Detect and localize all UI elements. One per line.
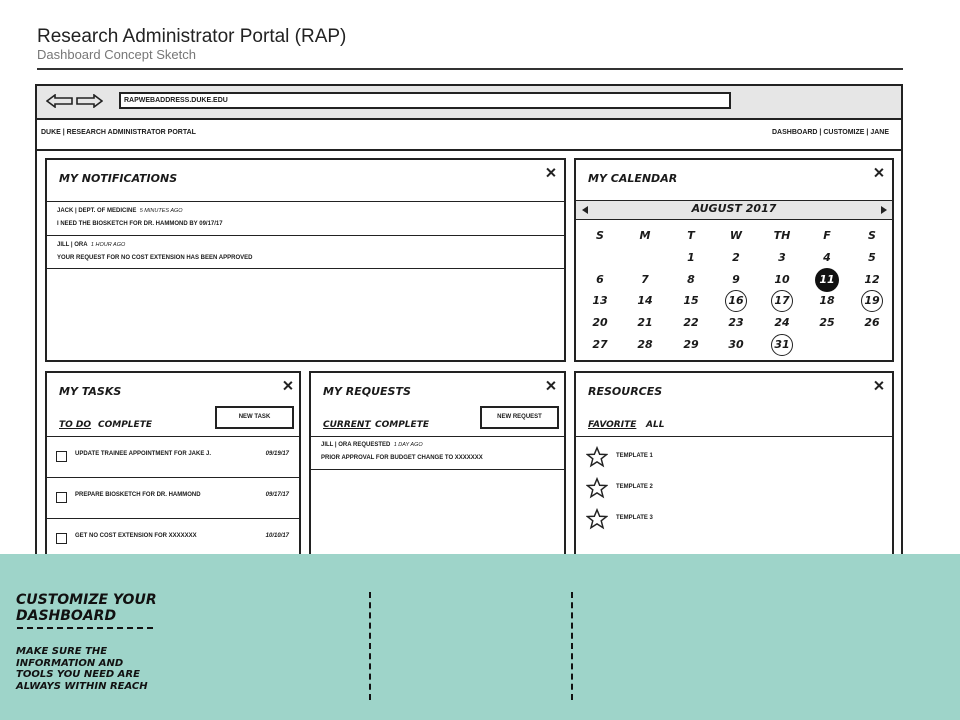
calendar-day[interactable]: 12 [864,273,880,286]
address-bar[interactable]: RAPWEBADDRESS.DUKE.EDU [119,92,731,109]
panel-title: MY REQUESTS [323,385,411,398]
callout-heading [16,592,157,624]
task-date: 10/10/17 [265,533,289,539]
calendar-day-event[interactable]: 17 [762,294,802,312]
nav-links: DASHBOARD | CUSTOMIZE | JANE [771,129,889,136]
panel-title: MY NOTIFICATIONS [59,172,178,185]
portal-navbar [37,118,901,151]
calendar-weekday: S [868,229,876,242]
notification-time: 1 HOUR AGO [90,242,126,248]
back-arrow-icon[interactable] [46,94,74,108]
callout-body-line: MAKE SURE THE [16,646,108,657]
callout-body [16,646,148,692]
calendar-day[interactable]: 9 [732,273,740,286]
callout-body-line: TOOLS YOU NEED ARE [16,669,140,680]
task-text: PREPARE BIOSKETCH FOR DR. HAMMOND [75,492,201,498]
tab-to-do[interactable]: TO DO [59,420,92,430]
panel-title: MY TASKS [59,385,122,398]
notification-sender: JILL | ORA [57,242,88,248]
calendar-day[interactable]: 25 [819,316,835,329]
column-divider [571,592,573,700]
requests-panel [309,371,566,561]
calendar-month-bar [576,200,892,220]
notification-item[interactable] [57,239,252,265]
close-icon[interactable] [546,381,555,390]
calendar-day-event[interactable]: 19 [852,294,892,312]
calendar-day[interactable]: 4 [823,251,831,264]
divider [311,469,564,470]
tab-favorite[interactable]: FAVORITE [588,420,637,430]
calendar-day[interactable]: 28 [637,338,653,351]
panel-title: MY CALENDAR [588,172,678,185]
calendar-month: AUGUST 2017 [691,202,777,215]
notification-time: 5 MINUTES AGO [139,208,183,214]
tab-complete[interactable]: COMPLETE [375,420,429,430]
calendar-day[interactable]: 8 [687,273,695,286]
resources-panel [574,371,894,561]
tasks-panel [45,371,301,561]
star-icon[interactable] [586,508,608,530]
calendar-weekday: TH [773,229,791,242]
divider [47,268,564,269]
star-icon[interactable] [586,446,608,468]
task-checkbox[interactable] [56,492,67,503]
task-date: 09/17/17 [265,492,289,498]
calendar-day[interactable]: 23 [728,316,744,329]
task-date: 09/19/17 [265,451,289,457]
resource-label: TEMPLATE 3 [616,515,653,521]
notification-item[interactable] [57,205,223,231]
calendar-day[interactable]: 26 [864,316,880,329]
browser-window [35,84,903,564]
panel-title: RESOURCES [588,385,663,398]
calendar-day[interactable]: 29 [683,338,699,351]
next-month-icon[interactable] [881,206,887,214]
title-divider [37,68,903,70]
callout-divider [17,627,153,629]
callout-body-line: INFORMATION AND [16,657,124,669]
calendar-day[interactable]: 14 [637,294,653,307]
nav-link-dashboard[interactable]: DASHBOARD [771,129,818,136]
nav-link-customize[interactable]: CUSTOMIZE [823,129,865,136]
new-request-button[interactable]: NEW REQUEST [480,406,559,429]
calendar-day-event[interactable]: 31 [762,338,802,356]
calendar-day[interactable]: 30 [728,338,744,351]
calendar-day-event[interactable]: 16 [716,294,756,312]
calendar-day[interactable]: 10 [774,273,790,286]
calendar-weekday: W [729,229,743,242]
divider [47,235,564,236]
resource-label: TEMPLATE 2 [616,484,653,490]
new-task-button[interactable]: NEW TASK [215,406,294,429]
calendar-day[interactable]: 24 [774,316,790,329]
calendar-day[interactable]: 3 [778,251,786,264]
close-icon[interactable] [874,381,883,390]
notification-message: I NEED THE BIOSKETCH FOR DR. HAMMOND BY 09/17/17 [57,221,223,227]
callout-heading-line: CUSTOMIZE YOUR [16,592,157,608]
task-text: UPDATE TRAINEE APPOINTMENT FOR JAKE J. [75,451,212,457]
calendar-day[interactable]: 13 [592,294,608,307]
calendar-day[interactable]: 1 [687,251,695,264]
task-text: GET NO COST EXTENSION FOR XXXXXXX [75,533,197,539]
forward-arrow-icon[interactable] [75,94,103,108]
task-checkbox[interactable] [56,533,67,544]
calendar-day[interactable]: 20 [592,316,608,329]
tab-all[interactable]: ALL [646,420,665,430]
calendar-day[interactable]: 15 [683,294,699,307]
close-icon[interactable] [283,381,292,390]
calendar-day-today[interactable]: 11 [807,273,847,292]
calendar-day[interactable]: 5 [868,251,876,264]
close-icon[interactable] [546,168,555,177]
calendar-day[interactable]: 22 [683,316,699,329]
request-message: PRIOR APPROVAL FOR BUDGET CHANGE TO XXXXXXX [321,455,483,461]
document-subtitle: Dashboard Concept Sketch [37,47,196,62]
request-item[interactable] [321,439,483,465]
calendar-panel [574,158,894,362]
column-divider [369,592,371,700]
nav-link-user[interactable]: JANE [870,129,889,136]
portal-brand: DUKE | RESEARCH ADMINISTRATOR PORTAL [41,129,196,136]
notification-message: YOUR REQUEST FOR NO COST EXTENSION HAS BEEN APPROVED [57,255,253,261]
tab-current[interactable]: CURRENT [323,420,371,430]
divider [311,436,564,437]
customize-callout [0,554,960,720]
calendar-day[interactable]: 7 [641,273,649,286]
divider [47,201,564,202]
task-checkbox[interactable] [56,451,67,462]
notifications-panel [45,158,566,362]
calendar-weekday: M [639,229,651,242]
resource-label: TEMPLATE 1 [616,453,653,459]
calendar-day[interactable]: 18 [819,294,835,307]
request-sender: JILL | ORA REQUESTED [321,442,391,448]
tab-complete[interactable]: COMPLETE [98,420,152,430]
notification-sender: JACK | DEPT. OF MEDICINE [57,208,137,214]
close-icon[interactable] [874,168,883,177]
task-row[interactable] [47,436,299,477]
calendar-day[interactable]: 21 [637,316,653,329]
calendar-day[interactable]: 6 [596,273,604,286]
task-row[interactable] [47,477,299,518]
calendar-day[interactable]: 27 [592,338,608,351]
calendar-weekday: S [596,229,604,242]
browser-toolbar [37,86,901,120]
request-time: 1 DAY AGO [393,442,423,448]
divider [576,436,892,437]
calendar-weekday: T [687,229,695,242]
document-title: Research Administrator Portal (RAP) [37,26,347,47]
callout-body-line: ALWAYS WITHIN REACH [16,680,148,692]
star-icon[interactable] [586,477,608,499]
callout-heading-line: DASHBOARD [16,608,117,624]
calendar-weekday: F [823,229,831,242]
calendar-day[interactable]: 2 [732,251,740,264]
